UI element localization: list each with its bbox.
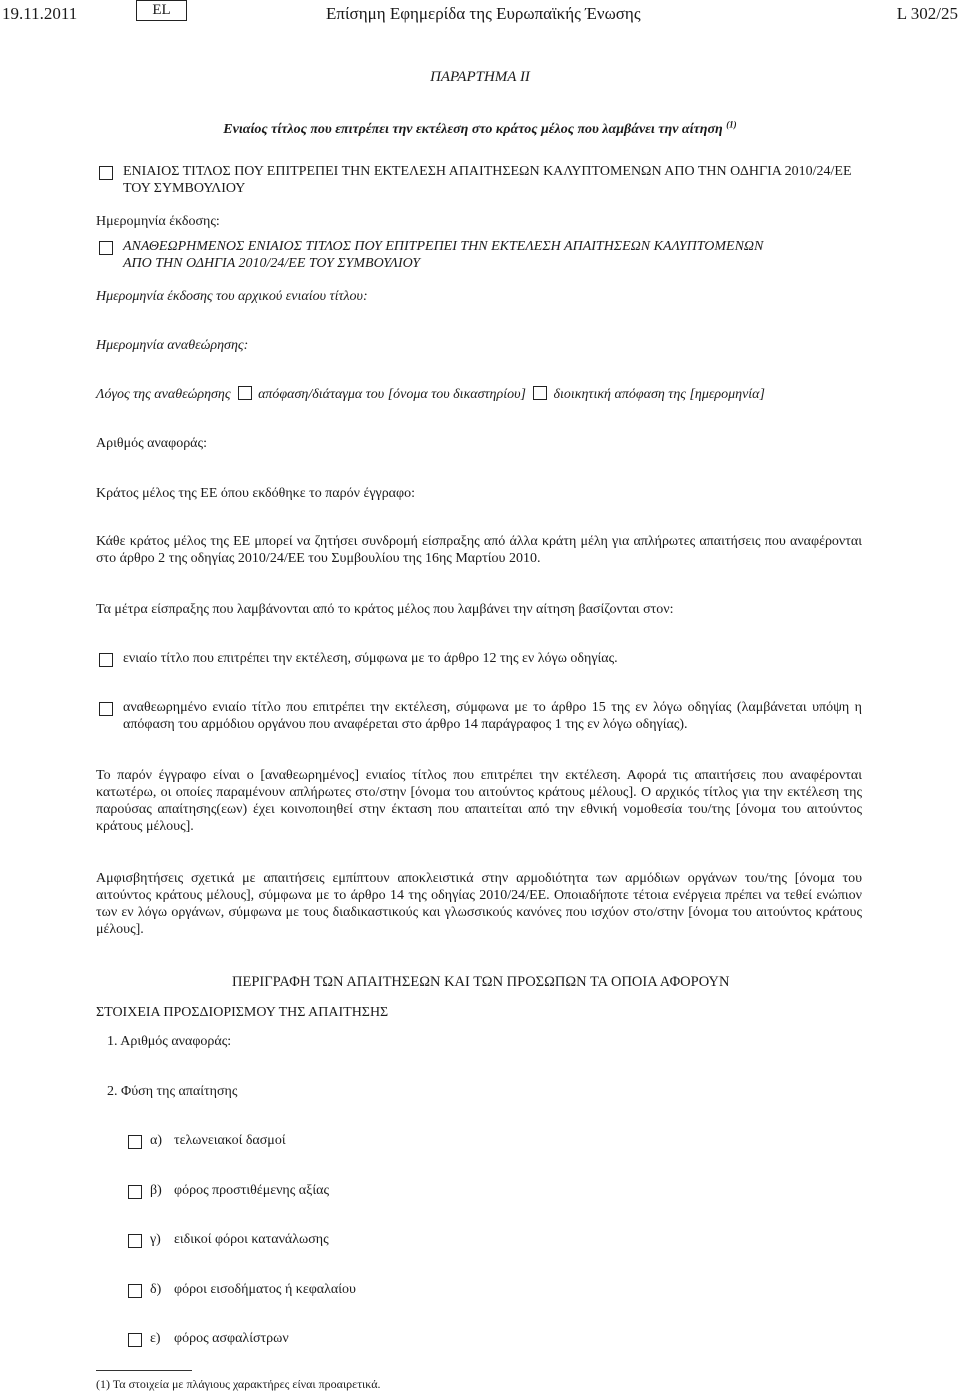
- revised-title-checkbox[interactable]: [99, 241, 113, 255]
- revision-reason-admin-checkbox[interactable]: [533, 386, 547, 400]
- publication-date: 19.11.2011: [2, 4, 78, 23]
- revised-title-label-line1: ΑΝΑΘΕΩΡΗΜΕΝΟΣ ΕΝΙΑΙΟΣ ΤΙΤΛΟΣ ΠΟΥ ΕΠΙΤΡΕΠΕΙ ΤΗΝ ΕΚΤΕΛΕΣΗ ΑΠΑΙΤΗΣΕΩΝ ΚΑΛΥΠΤΟΜΕΝΩΝ: [123, 239, 764, 254]
- claim-type-label: ειδικοί φόροι κατανάλωσης: [174, 1232, 329, 1247]
- claim-type-checkbox[interactable]: [128, 1333, 142, 1347]
- footnote-text: Τα στοιχεία με πλάγιους χαρακτήρες είναι προαιρετικά.: [112, 1377, 381, 1391]
- revision-date-label: Ημερομηνία αναθεώρησης:: [96, 338, 249, 353]
- claim-type-checkbox[interactable]: [128, 1135, 142, 1149]
- claim-type-letter: ε): [150, 1331, 161, 1346]
- claim-type-letter: γ): [150, 1232, 161, 1247]
- doc-title-footnote-ref: (1): [726, 119, 737, 130]
- paragraph-document-statement: Το παρόν έγγραφο είναι ο [αναθεωρημένος] ενιαίος τίτλος που επιτρέπει την εκτέλεση. Αφορά τις απαιτήσεις που αναφέρονται κατωτέρω, οι οποίες παραμένουν απλήρωτες στο/στην [όνομα του αιτούντος κράτους μέλους]. Ο αρχικός τίτλος για την εκτέλεση της παρούσας απαίτησης(εων) έχει κοινοποιηθεί στην έκταση που απαιτείται από την εθνική νομοθεσία του/της [όνομα του αιτούντος κράτους μέλους].: [96, 768, 862, 834]
- claim-type-checkbox[interactable]: [128, 1284, 142, 1298]
- issue-date-label: Ημερομηνία έκδοσης:: [96, 214, 220, 229]
- language-badge: EL: [136, 0, 187, 21]
- revision-reason-court-checkbox[interactable]: [238, 386, 252, 400]
- page-number: L 302/25: [896, 4, 958, 23]
- reference-number-label: Αριθμός αναφοράς:: [96, 436, 207, 451]
- claim-type-letter: β): [150, 1183, 162, 1198]
- paragraph-measures: Τα μέτρα είσπραξης που λαμβάνονται από το κράτος μέλος που λαμβάνει την αίτηση βασίζονται στον:: [96, 602, 674, 617]
- item-reference-number: 1. Αριθμός αναφοράς:: [107, 1034, 232, 1049]
- claim-type-letter: α): [150, 1133, 162, 1148]
- doc-title-text: Ενιαίος τίτλος που επιτρέπει την εκτέλεση στο κράτος μέλος που λαμβάνει την αίτηση: [223, 122, 723, 137]
- revision-reason-court-label: απόφαση/διάταγμα του [όνομα του δικαστηρίου]: [258, 387, 526, 402]
- footnote-marker: (1): [96, 1377, 110, 1391]
- issuing-state-label: Κράτος μέλος της ΕΕ όπου εκδόθηκε το παρόν έγγραφο:: [96, 486, 415, 501]
- basis-revised-checkbox[interactable]: [99, 702, 113, 716]
- claim-type-label: φόρος προστιθέμενης αξίας: [174, 1183, 329, 1198]
- item-claim-nature: 2. Φύση της απαίτησης: [107, 1084, 238, 1099]
- uniform-title-label-line1: ΕΝΙΑΙΟΣ ΤΙΤΛΟΣ ΠΟΥ ΕΠΙΤΡΕΠΕΙ ΤΗΝ ΕΚΤΕΛΕΣΗ ΑΠΑΙΤΗΣΕΩΝ ΚΑΛΥΠΤΟΜΕΝΩΝ ΑΠΟ ΤΗΝ ΟΔΗΓΙΑ 2010/24/ΕΕ: [123, 164, 852, 179]
- original-issue-date-label: Ημερομηνία έκδοσης του αρχικού ενιαίου τίτλου:: [96, 289, 368, 304]
- uniform-title-checkbox[interactable]: [99, 166, 113, 180]
- basis-uniform-label: ενιαίο τίτλο που επιτρέπει την εκτέλεση, σύμφωνα με το άρθρο 12 της εν λόγω οδηγίας.: [123, 651, 618, 666]
- claim-type-checkbox[interactable]: [128, 1234, 142, 1248]
- paragraph-assistance: Κάθε κράτος μέλος της ΕΕ μπορεί να ζητήσει συνδρομή είσπραξης από άλλα κράτη μέλη για απλήρωτες απαιτήσεις που αναφέρονται στο άρθρο 2 της οδηγίας 2010/24/ΕΕ του Συμβουλίου της 16ης Μαρτίου 2010.: [96, 534, 862, 566]
- claim-type-label: φόροι εισοδήματος ή κεφαλαίου: [174, 1282, 356, 1297]
- claim-type-checkbox[interactable]: [128, 1185, 142, 1199]
- claim-type-label: τελωνειακοί δασμοί: [174, 1133, 286, 1148]
- basis-revised-label: αναθεωρημένο ενιαίο τίτλο που επιτρέπει την εκτέλεση, σύμφωνα με το άρθρο 15 της εν λόγω οδηγίας (λαμβάνεται υπόψη η απόφαση του αρμόδιου οργάνου που αναφέρεται στο άρθρο 14 παράγραφος 1 της εν λόγω οδηγίας).: [123, 700, 862, 732]
- annex-title: ΠΑΡΑΡΤΗΜΑ II: [430, 69, 530, 85]
- subsection-heading: ΣΤΟΙΧΕΙΑ ΠΡΟΣΔΙΟΡΙΣΜΟΥ ΤΗΣ ΑΠΑΙΤΗΣΗΣ: [96, 1005, 389, 1020]
- doc-title: [0, 121, 960, 138]
- paragraph-disputes: Αμφισβητήσεις σχετικά με απαιτήσεις εμπίπτουν αποκλειστικά στην αρμοδιότητα των αρμόδιων οργάνων του/της [όνομα του αιτούντος κράτους μέλους], σύμφωνα με το άρθρο 14 της οδηγίας 2010/24/ΕΕ. Οποιαδήποτε τέτοια ενέργεια πρέπει να τεθεί ενώπιον των εν λόγω οργάνων, σύμφωνα με τους διαδικαστικούς και γλωσσικούς κανόνες που ισχύον στο/στην [όνομα του αιτούντος κράτους μέλους].: [96, 871, 862, 937]
- section-heading: ΠΕΡΙΓΡΑΦΗ ΤΩΝ ΑΠΑΙΤΗΣΕΩΝ ΚΑΙ ΤΩΝ ΠΡΟΣΩΠΩΝ ΤΑ ΟΠΟΙΑ ΑΦΟΡΟΥΝ: [232, 974, 730, 990]
- footnote-divider: [96, 1370, 192, 1371]
- uniform-title-label-line2: ΤΟΥ ΣΥΜΒΟΥΛΙΟΥ: [123, 181, 246, 196]
- revision-reason-label: Λόγος της αναθεώρησης: [96, 387, 231, 402]
- revision-reason-admin-label: διοικητική απόφαση της [ημερομηνία]: [553, 387, 765, 402]
- basis-uniform-checkbox[interactable]: [99, 653, 113, 667]
- revised-title-label-line2: ΑΠΟ ΤΗΝ ΟΔΗΓΙΑ 2010/24/ΕΕ ΤΟΥ ΣΥΜΒΟΥΛΙΟΥ: [123, 256, 420, 271]
- journal-title: Επίσημη Εφημερίδα της Ευρωπαϊκής Ένωσης: [326, 4, 641, 23]
- claim-type-letter: δ): [150, 1282, 162, 1297]
- claim-type-label: φόρος ασφαλίστρων: [174, 1331, 289, 1346]
- footnote: [96, 1376, 380, 1393]
- page-header: [0, 0, 960, 32]
- revision-reason-row: [96, 386, 765, 403]
